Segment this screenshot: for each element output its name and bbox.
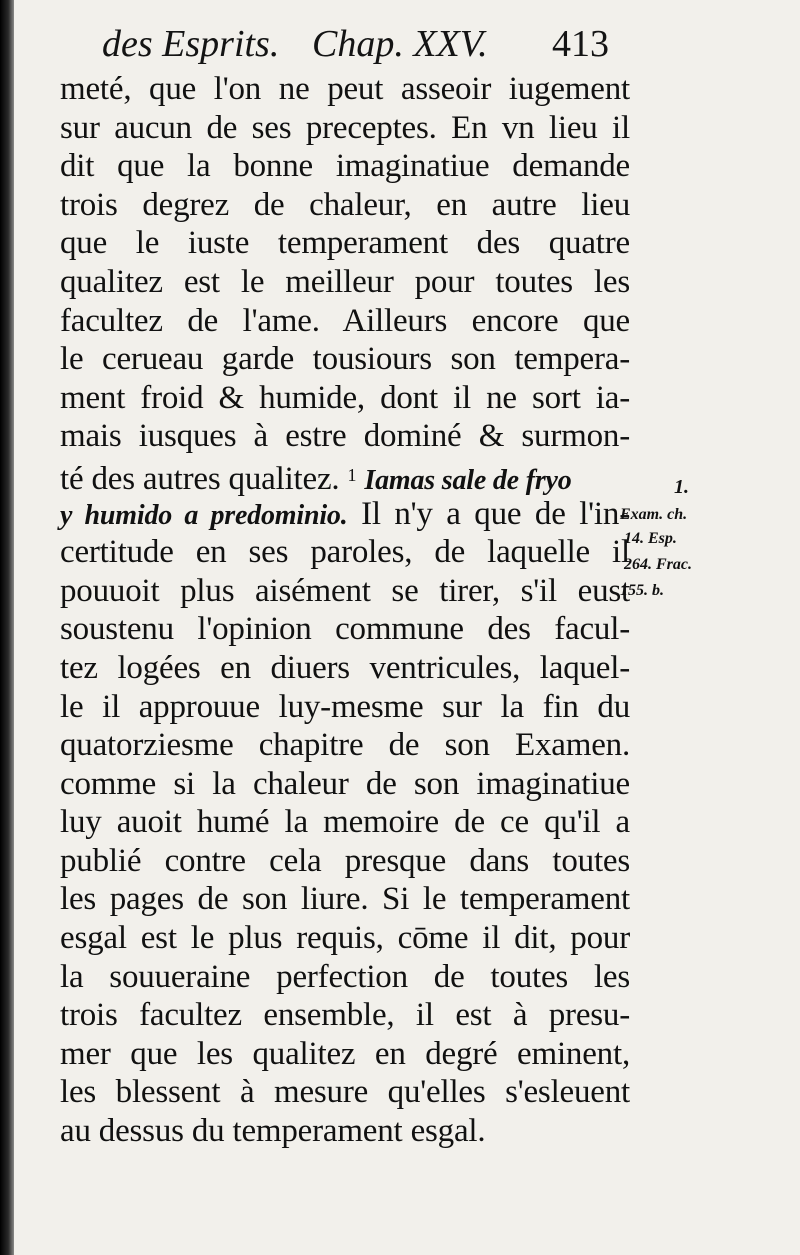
text-line: mais iusques à estre dominé & surmon- — [60, 418, 630, 455]
margin-note: Exam. ch. — [620, 506, 688, 523]
text-line: esgal est le plus requis, cōme il dit, pour — [60, 920, 630, 957]
text-line: sur aucun de ses preceptes. En vn lieu il — [60, 109, 630, 146]
text-line: tez logées en diuers ventricules, laquel- — [60, 649, 630, 686]
text-segment: Il n'y a que de l'in- — [361, 495, 630, 532]
text-line: les blessent à mesure qu'elles s'esleuent — [60, 1074, 630, 1111]
text-line: trois degrez de chaleur, en autre lieu — [60, 186, 630, 223]
text-line: facultez de l'ame. Ailleurs encore que — [60, 302, 630, 339]
page-number: 413 — [552, 23, 609, 65]
text-line: quatorziesme chapitre de son Examen. — [60, 727, 630, 764]
margin-note: 14. Esp. — [624, 530, 677, 547]
text-line: dit que la bonne imaginatiue demande — [60, 148, 630, 185]
margin-note: 155. b. — [620, 582, 664, 599]
text-line: comme si la chaleur de son imaginatiue — [60, 765, 630, 802]
text-line-with-quotation — [60, 456, 630, 495]
text-line: publié contre cela presque dans toutes — [60, 842, 630, 879]
text-line: au dessus du temperament esgal. — [60, 1113, 486, 1150]
text-line: pouuoit plus aisément se tirer, s'il eust — [60, 572, 630, 609]
text-line: trois facultez ensemble, il est à presu- — [60, 997, 630, 1034]
text-segment: té des autres qualitez. — [60, 460, 340, 497]
text-line: ment froid & humide, dont il ne sort ia- — [60, 379, 630, 416]
text-line: meté, que l'on ne peut asseoir iugement — [60, 71, 630, 107]
spanish-quotation: Iamas sale de fryo — [364, 464, 572, 496]
text-line: mer que les qualitez en degré eminent, — [60, 1035, 630, 1072]
text-line: le cerueau garde tousiours son tempera- — [60, 341, 630, 378]
running-head-chapter: Chap. XXV. — [312, 23, 488, 65]
book-page — [14, 0, 800, 1255]
text-line: la souueraine perfection de toutes les — [60, 958, 630, 995]
spanish-quotation-cont: y humido a predominio. — [60, 499, 348, 531]
running-head — [102, 22, 622, 72]
text-line: que le iuste temperament des quatre — [60, 225, 630, 262]
text-line: luy auoit humé la memoire de ce qu'il a — [60, 804, 630, 841]
text-line: soustenu l'opinion commune des facul- — [60, 611, 630, 648]
text-line-with-quotation — [60, 495, 630, 534]
text-line: certitude en ses paroles, de laquelle il — [60, 534, 630, 571]
running-head-title: des Esprits. — [102, 23, 280, 65]
margin-note: 264. Frac. — [624, 556, 692, 573]
binding-gutter — [0, 0, 14, 1255]
body-text — [60, 70, 630, 1151]
text-line: qualitez est le meilleur pour toutes les — [60, 263, 630, 300]
footnote-ref: 1 — [347, 464, 357, 485]
margin-note-number: 1. — [674, 476, 689, 498]
text-line: les pages de son liure. Si le temperament — [60, 881, 630, 918]
text-line: le il approuue luy-mesme sur la fin du — [60, 688, 630, 725]
